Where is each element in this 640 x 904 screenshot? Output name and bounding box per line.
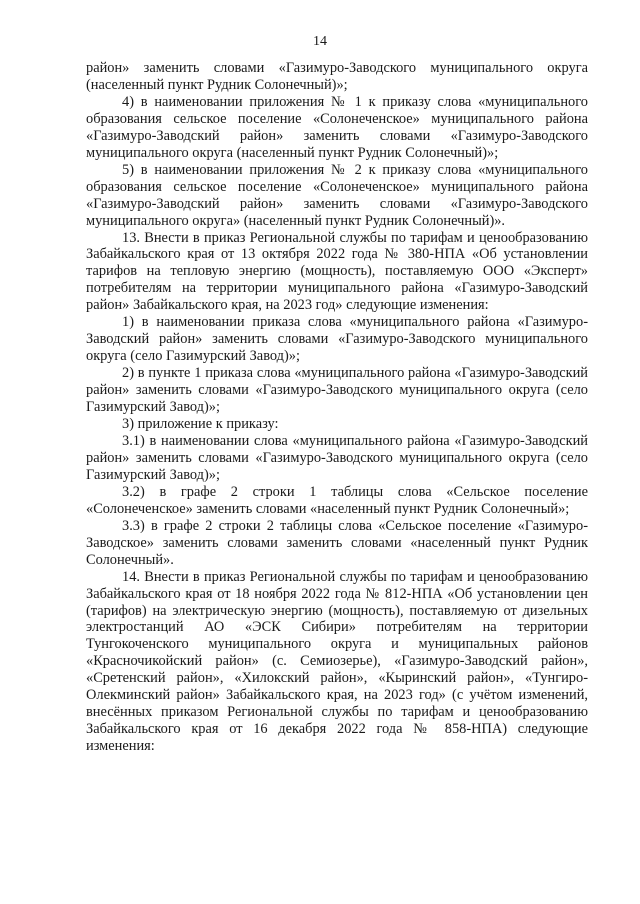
paragraph-13-item-1: 1) в наименовании приказа слова «муниципального района «Газимуро-Заводский район» заменить словами «Газимуро-Заводского муниципального округа (село Газимурский Завод)»; — [86, 314, 588, 365]
paragraph-13-item-2: 2) в пункте 1 приказа слова «муниципального района «Газимуро-Заводский район» заменить словами «Газимуро-Заводского муниципального округа (село Газимурский Завод)»; — [86, 365, 588, 416]
page-number: 14 — [313, 34, 327, 49]
paragraph-13-item-3-2: 3.2) в графе 2 строки 1 таблицы слова «Сельское поселение «Солонеченское» заменить словами «населенный пункт Рудник Солонечный»; — [86, 483, 588, 517]
paragraph-13-item-3-1: 3.1) в наименовании слова «муниципального района «Газимуро-Заводский район» заменить словами «Газимуро-Заводского муниципального округа (село Газимурский Завод)»; — [86, 432, 588, 483]
paragraph-item-5: 5) в наименовании приложения № 2 к приказу слова «муниципального образования сельское поселение «Солонеченское» муниципального района «Газимуро-Заводский район» заменить словами «Газимуро-Заводского муниципального округа» (населенный пункт Рудник Солонечный)». — [86, 161, 588, 229]
paragraph-item-4: 4) в наименовании приложения № 1 к приказу слова «муниципального образования сельское поселение «Солонеченское» муниципального района «Газимуро-Заводский район» заменить словами «Газимуро-Заводского муниципального округа (населенный пункт Рудник Солонечный)»; — [86, 93, 588, 161]
document-body — [86, 60, 588, 755]
paragraph-13-item-3-3: 3.3) в графе 2 строки 2 таблицы слова «Сельское поселение «Газимуро-Заводское» заменить словами заменить словами «населенный пункт Рудник Солонечный». — [86, 517, 588, 568]
paragraph-section-13: 13. Внести в приказ Региональной службы по тарифам и ценообразованию Забайкальского края от 13 октября 2022 года № 380-НПА «Об установлении тарифов на тепловую энергию (мощность), поставляемую ООО «Эксперт» потребителям на территории муниципального района «Газимуро-Заводский район» Забайкальского края, на 2023 год» следующие изменения: — [86, 229, 588, 314]
paragraph-section-14: 14. Внести в приказ Региональной службы по тарифам и ценообразованию Забайкальского края от 18 ноября 2022 года № 812-НПА «Об установлении цен (тарифов) на электрическую энергию (мощность), поставляемую от дизельных электростанций АО «ЭСК Сибири» потребителям на территории Тунгокоченского муниципального округа и муниципальных районов «Красночикойский район» (с. Семиозерье), «Газимуро-Заводский район», «Сретенский район», «Хилокский район», «Кыринский район», «Тунгиро-Олекминский район» Забайкальского края, на 2023 год» (с учётом изменений, внесённых приказом Региональной службы по тарифам и ценообразованию Забайкальского края от 16 декабря 2022 года № 858-НПА) следующие изменения: — [86, 568, 588, 755]
paragraph-13-item-3: 3) приложение к приказу: — [122, 416, 279, 433]
paragraph-continuation: район» заменить словами «Газимуро-Заводского муниципального округа (населенный пункт Рудник Солонечный)»; — [86, 60, 588, 93]
